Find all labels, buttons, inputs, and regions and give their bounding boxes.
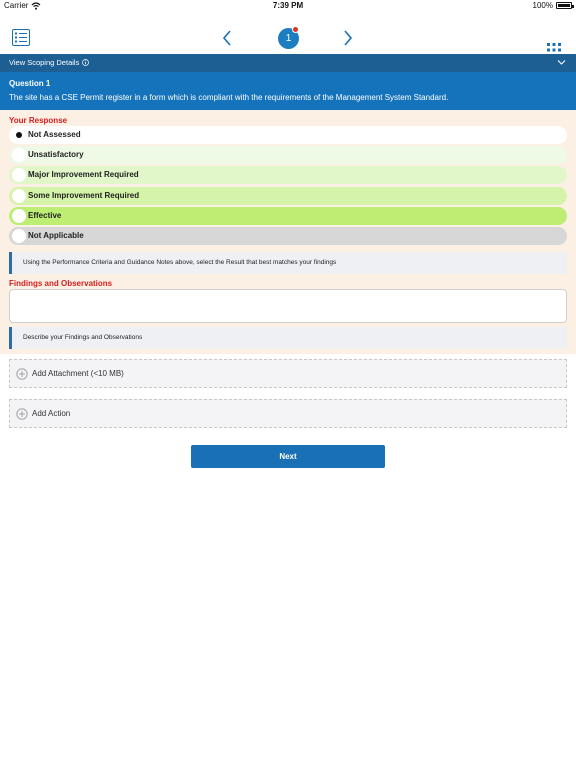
response-hint	[9, 252, 567, 274]
add-action-label: Add Action	[32, 409, 71, 418]
list-icon[interactable]	[12, 29, 30, 46]
question-number-badge[interactable]: 1	[278, 28, 299, 49]
carrier-label: Carrier	[4, 1, 29, 10]
option-label: Effective	[28, 211, 62, 220]
your-response-label: Your Response	[9, 116, 68, 125]
option-not-applicable[interactable]	[9, 227, 567, 245]
option-label: Not Applicable	[28, 231, 84, 240]
findings-input[interactable]	[9, 289, 567, 323]
option-label: Not Assessed	[28, 130, 81, 139]
radio-icon	[12, 128, 26, 142]
chevron-down-icon[interactable]	[557, 59, 566, 66]
option-label: Unsatisfactory	[28, 150, 84, 159]
option-unsatisfactory[interactable]	[9, 146, 567, 164]
radio-icon	[12, 168, 26, 182]
response-hint-text: Using the Performance Criteria and Guidance Notes above, select the Result that best matches your findings	[23, 259, 337, 266]
option-label: Some Improvement Required	[28, 191, 140, 200]
battery-percent: 100%	[532, 1, 553, 10]
info-icon	[82, 59, 89, 66]
option-not-assessed[interactable]	[9, 126, 567, 144]
question-text: The site has a CSE Permit register in a form which is compliant with the requirements of the Management System Standard.	[9, 93, 449, 102]
question-header	[0, 72, 576, 110]
status-time: 7:39 PM	[272, 1, 304, 10]
option-label: Major Improvement Required	[28, 170, 139, 179]
navigation-bar	[0, 12, 576, 54]
radio-icon	[12, 229, 26, 243]
findings-hint	[9, 327, 567, 349]
option-effective[interactable]	[9, 207, 567, 225]
add-attachment-button[interactable]	[9, 359, 567, 388]
scoping-details-label: View Scoping Details	[9, 58, 80, 67]
findings-hint-text: Describe your Findings and Observations	[23, 334, 143, 341]
battery-indicator	[533, 1, 572, 10]
findings-label: Findings and Observations	[9, 279, 113, 288]
battery-icon	[556, 2, 572, 9]
question-title: Question 1	[9, 79, 51, 88]
scoping-details-bar[interactable]	[0, 54, 576, 72]
status-bar	[0, 0, 576, 12]
radio-icon	[12, 189, 26, 203]
scoping-details-toggle[interactable]	[9, 58, 89, 67]
radio-icon	[12, 209, 26, 223]
add-attachment-label: Add Attachment (<10 MB)	[32, 369, 124, 378]
chevron-right-icon[interactable]	[342, 30, 354, 46]
option-major-improvement-required[interactable]	[9, 166, 567, 184]
add-action-button[interactable]	[9, 399, 567, 428]
chevron-left-icon[interactable]	[221, 30, 233, 46]
next-button[interactable]: Next	[191, 445, 385, 468]
plus-circle-icon	[16, 408, 28, 420]
plus-circle-icon	[16, 368, 28, 380]
notification-dot	[292, 26, 299, 33]
option-some-improvement-required[interactable]	[9, 187, 567, 205]
radio-icon	[12, 148, 26, 162]
